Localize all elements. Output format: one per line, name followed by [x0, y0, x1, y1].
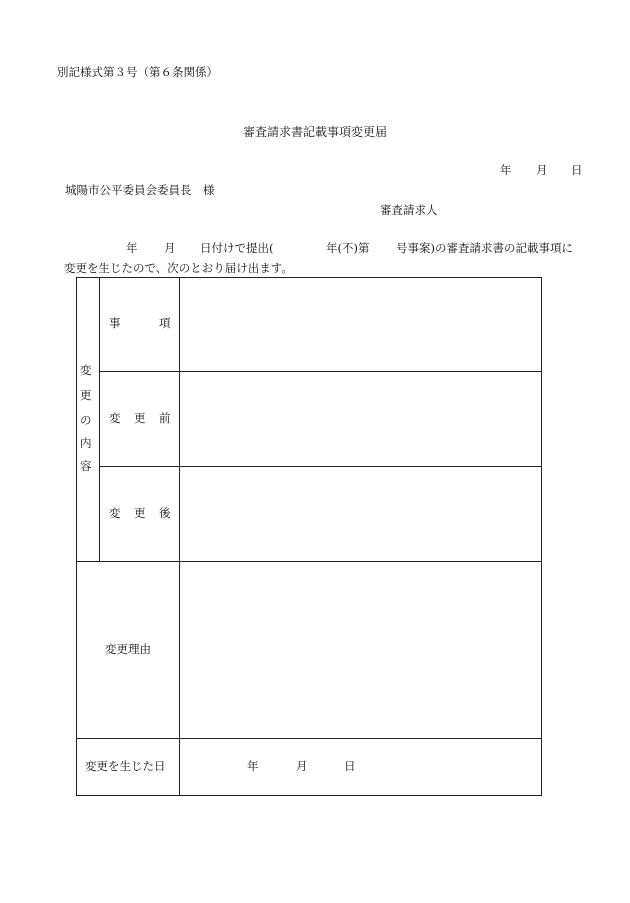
form-reference: 別記様式第３号（第６条関係） — [57, 65, 218, 79]
table-left-border — [76, 277, 77, 796]
group-divider — [99, 277, 100, 561]
before-label-char: 変 — [109, 411, 121, 425]
body-case-text: 年(不)第 — [326, 241, 370, 255]
group-label-char: 内 — [80, 436, 92, 450]
item-label-char: 項 — [159, 316, 171, 330]
change-date-year: 年 — [247, 759, 259, 773]
change-date-day: 日 — [344, 759, 356, 773]
before-label-char: 更 — [134, 411, 146, 425]
before-label-char: 前 — [159, 411, 171, 425]
group-label-char: 容 — [80, 459, 92, 473]
label-divider — [179, 277, 180, 796]
group-label-char: 変 — [80, 363, 92, 377]
body-rest-text: 号事案)の審査請求書の記載事項に — [396, 241, 573, 255]
date-month-label: 月 — [536, 163, 548, 177]
after-label-char: 後 — [159, 506, 171, 520]
row-divider-3 — [76, 561, 542, 562]
document-title: 審査請求書記載事項変更届 — [242, 125, 387, 139]
date-year-label: 年 — [500, 163, 512, 177]
row-divider-2 — [99, 466, 542, 467]
row-divider-1 — [99, 371, 542, 372]
body-day-text: 日付けで提出( — [200, 241, 274, 255]
after-label-char: 更 — [134, 506, 146, 520]
item-label-char: 事 — [109, 316, 121, 330]
addressee: 城陽市公平委員会委員長 様 — [65, 183, 215, 197]
body-month-label: 月 — [164, 241, 176, 255]
table-bottom-border — [76, 795, 542, 796]
change-date-month: 月 — [296, 759, 308, 773]
group-label-char: の — [80, 413, 92, 427]
row-divider-4 — [76, 738, 542, 739]
table-right-border — [541, 277, 542, 796]
after-label-char: 変 — [109, 506, 121, 520]
date-day-label: 日 — [571, 163, 583, 177]
table-top-border — [76, 277, 542, 278]
body-year-label: 年 — [126, 241, 138, 255]
group-label-char: 更 — [80, 388, 92, 402]
reason-label: 変更理由 — [105, 642, 151, 656]
applicant-label: 審査請求人 — [380, 203, 438, 217]
change-date-label: 変更を生じた日 — [85, 759, 166, 773]
body-line-2: 変更を生じたので、次のとおり届け出ます。 — [64, 261, 293, 275]
